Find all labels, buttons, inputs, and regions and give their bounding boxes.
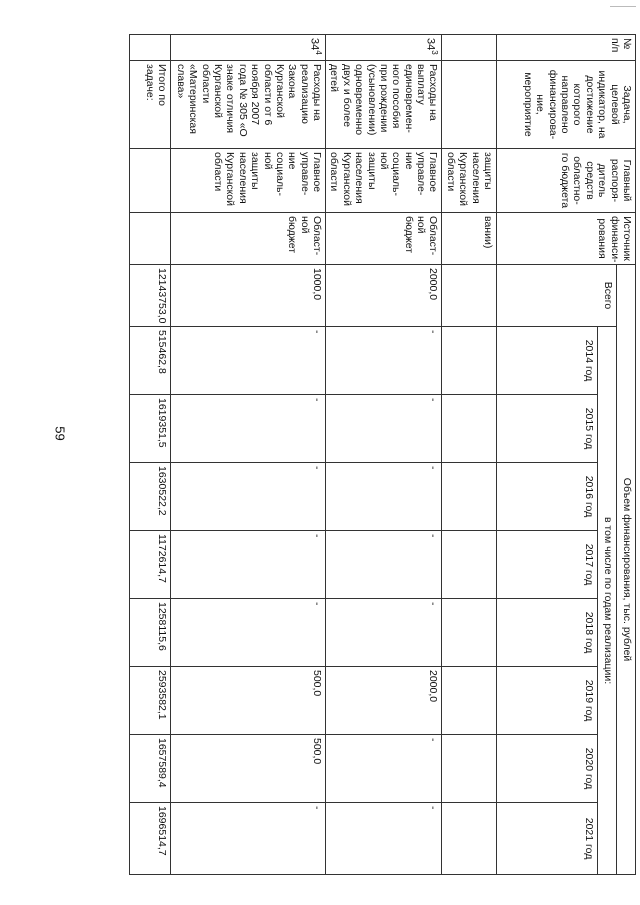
cell-year-value: -: [171, 395, 326, 463]
cell-year-value: 2000,0: [326, 667, 442, 735]
cell-task: Расходы на реализацию Закона Курганской области от 6 ноября 2007 года № 305 «О знаке отличия Курганской области «Материнская слава»: [171, 61, 326, 149]
cell-grand-total: 12143753,0: [130, 265, 171, 327]
cell-year-value: -: [171, 327, 326, 395]
cell-year-value: 500,0: [171, 735, 326, 803]
cell-year-value: -: [326, 463, 442, 531]
header-year: 2016 год: [497, 463, 598, 531]
cell-source: Област-ной бюджет: [171, 213, 326, 265]
cell-year-value: -: [171, 803, 326, 875]
cell-num: $34^3$: [326, 35, 442, 61]
cell-year-value: -: [326, 531, 442, 599]
cell-year-value: -: [326, 327, 442, 395]
cell-year-value: -: [171, 599, 326, 667]
cell-year-value: -: [171, 463, 326, 531]
cell-source: вании): [442, 213, 497, 265]
cell-num: $34^4$: [171, 35, 326, 61]
funding-table: [129, 34, 636, 875]
header-admin: Главный распоря-дитель средств областно-го бюджета: [497, 149, 636, 213]
cell-year-total: 1630522,2: [130, 463, 171, 531]
cell-year-total: 1258115,6: [130, 599, 171, 667]
header-funding-total: Объем финансирования, тыс. рублей: [617, 265, 636, 875]
header-year: 2021 год: [497, 803, 598, 875]
cell-admin: Главное управле-ние социаль-ной защиты населения Курганской области: [171, 149, 326, 213]
cell-year-total: 1696514,7: [130, 803, 171, 875]
cell-year-value: -: [326, 395, 442, 463]
cell-year-value: 500,0: [171, 667, 326, 735]
header-all: Всего: [497, 265, 617, 327]
header-year: 2018 год: [497, 599, 598, 667]
header-year: 2019 год: [497, 667, 598, 735]
cell-year-value: -: [326, 599, 442, 667]
cell-total: 1000,0: [171, 265, 326, 327]
header-task: Задача, целевой индикатор, на достижение которого направлено финансирова-ние, мероприятие: [497, 61, 636, 149]
header-year: 2020 год: [497, 735, 598, 803]
header-year: 2017 год: [497, 531, 598, 599]
cell-year-value: -: [171, 531, 326, 599]
header-year: 2014 год: [497, 327, 598, 395]
rotated-page: [79, 34, 636, 874]
table-row-total: [130, 35, 171, 875]
header-source: Источник финанси-рования: [497, 213, 636, 265]
cell-year-value: -: [326, 803, 442, 875]
header-by-years: в том числе по годам реализации:: [598, 327, 617, 875]
page-number: 59: [52, 426, 68, 441]
cell-year-total: 1172614,7: [130, 531, 171, 599]
table-row: [326, 35, 442, 875]
cell-source: Област-ной бюджет: [326, 213, 442, 265]
cell-admin: защиты населения Курганской области: [442, 149, 497, 213]
table-row-continuation: [442, 35, 497, 875]
corner-mark: [610, 6, 636, 7]
cell-year-total: 1657589,4: [130, 735, 171, 803]
cell-admin: Главное управле-ние социаль-ной защиты населения Курганской области: [326, 149, 442, 213]
cell-total-label: Итого по задаче:: [130, 61, 171, 149]
cell-year-total: 2593582,1: [130, 667, 171, 735]
cell-year-value: -: [326, 735, 442, 803]
cell-task: Расходы на выплату единовремен-ного пособия при рождении (усыновлении) одновременно двух и более детей: [326, 61, 442, 149]
header-year: 2015 год: [497, 395, 598, 463]
table-row: [171, 35, 326, 875]
cell-total: 2000,0: [326, 265, 442, 327]
cell-year-total: 515462,8: [130, 327, 171, 395]
table-header: [497, 35, 636, 875]
header-num: № п/п: [497, 35, 636, 61]
cell-year-total: 1619351,5: [130, 395, 171, 463]
